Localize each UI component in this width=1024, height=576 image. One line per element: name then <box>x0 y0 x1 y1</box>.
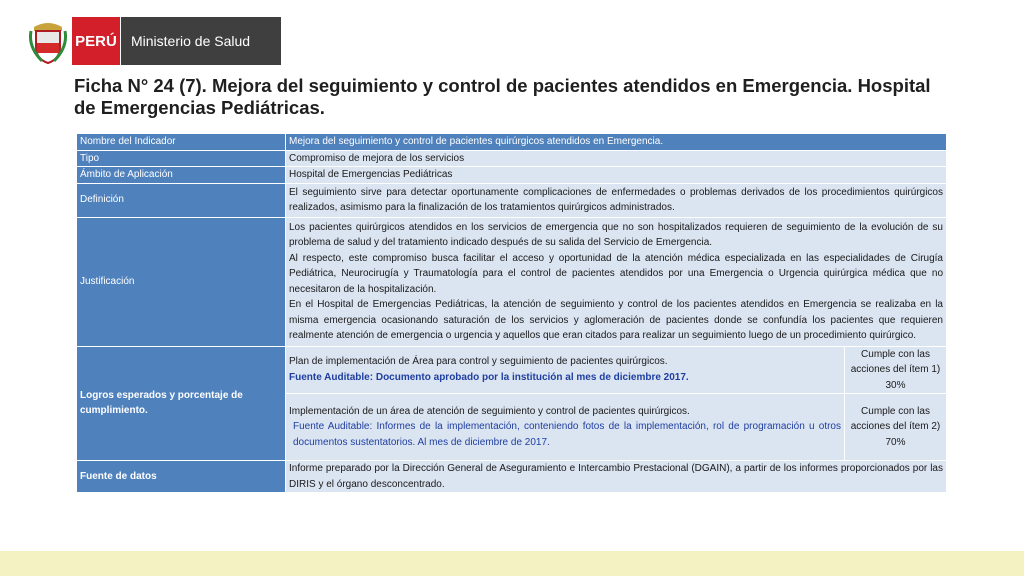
achievement-percentage: Cumple con las acciones del ítem 2) 70% <box>845 394 947 461</box>
page-title: Ficha N° 24 (7). Mejora del seguimiento y control de pacientes atendidos en Emergencia. Hospital de Emergencias Pediátricas. <box>74 75 931 118</box>
row-value <box>286 217 947 346</box>
row-value <box>286 346 845 394</box>
row-value: El seguimiento sirve para detectar oportunamente complicaciones de enfermedades o problemas derivados de los procedimientos quirúrgicos realizados, asimismo para la finalización de los tratamientos quirúrgicos administrados. <box>286 183 947 217</box>
row-value: Mejora del seguimiento y control de pacientes quirúrgicos atendidos en Emergencia. <box>286 134 947 151</box>
row-value: Hospital de Emergencias Pediátricas <box>286 167 947 184</box>
row-value <box>286 394 845 461</box>
row-label: Justificación <box>77 217 286 346</box>
table-row <box>77 167 947 184</box>
peru-coat-of-arms-icon <box>28 17 68 65</box>
achievement-text: Plan de implementación de Área para control y seguimiento de pacientes quirúrgicos. <box>289 356 668 368</box>
justification-paragraph: En el Hospital de Emergencias Pediátricas, la atención de seguimiento y control de los pacientes atendidos en Emergencia se realizaba en la misma emergencia ocasionando saturación de los servicios y aglomeración de pacientes donde se confundía los pacientes que requieren realmente atención de emergencia o urgencia y aquellos que eran citados para realizar un seguimiento luego de un procedimiento quirúrgico. <box>289 299 943 341</box>
row-label: Tipo <box>77 150 286 167</box>
row-label: Fuente de datos <box>77 461 286 493</box>
row-label: Ámbito de Aplicación <box>77 167 286 184</box>
table-row <box>77 346 947 394</box>
achievement-percentage: Cumple con las acciones del ítem 1) 30% <box>845 346 947 394</box>
achievement-source: Fuente Auditable: Informes de la implementación, conteniendo fotos de la implementación, rol de programación u otros documentos sustentatorios. Al mes de diciembre de 2017. <box>293 421 841 448</box>
ministry-label: Ministerio de Salud <box>121 17 281 65</box>
row-label: Definición <box>77 183 286 217</box>
justification-paragraph: Los pacientes quirúrgicos atendidos en los servicios de emergencia que no son hospitalizados requieren de seguimiento de la evolución de su problema de salud y del tratamiento indicado después de su salida del Servicio de Emergencia. <box>289 221 943 248</box>
table-row <box>77 217 947 346</box>
achievement-text: Implementación de un área de atención de seguimiento y control de pacientes quirúrgicos. <box>289 405 690 417</box>
table-row <box>77 461 947 493</box>
row-label: Logros esperados y porcentaje de cumplimiento. <box>77 346 286 461</box>
indicator-table <box>76 133 947 493</box>
table-row <box>77 150 947 167</box>
justification-paragraph: Al respecto, este compromiso busca facilitar el acceso y oportunidad de la atención médica especializada en las especialidades de Cirugía Pediátrica, Neurocirugía y Traumatología para el control de pacientes atendidos por una Emergencia o Urgencia quirúrgica médica que no necesitaron de la hospitalización. <box>289 252 943 295</box>
peru-logo-label: PERÚ <box>72 17 120 65</box>
achievement-source: Fuente Auditable: Documento aprobado por la institución al mes de diciembre 2017. <box>289 371 689 383</box>
table-row <box>77 134 947 151</box>
row-value: Compromiso de mejora de los servicios <box>286 150 947 167</box>
footer-band <box>0 551 1024 576</box>
table-row <box>77 183 947 217</box>
row-label: Nombre del Indicador <box>77 134 286 151</box>
row-value: Informe preparado por la Dirección General de Aseguramiento e Intercambio Prestacional (DGAIN), a partir de los informes proporcionados por las DIRIS y el órgano desconcentrado. <box>286 461 947 493</box>
